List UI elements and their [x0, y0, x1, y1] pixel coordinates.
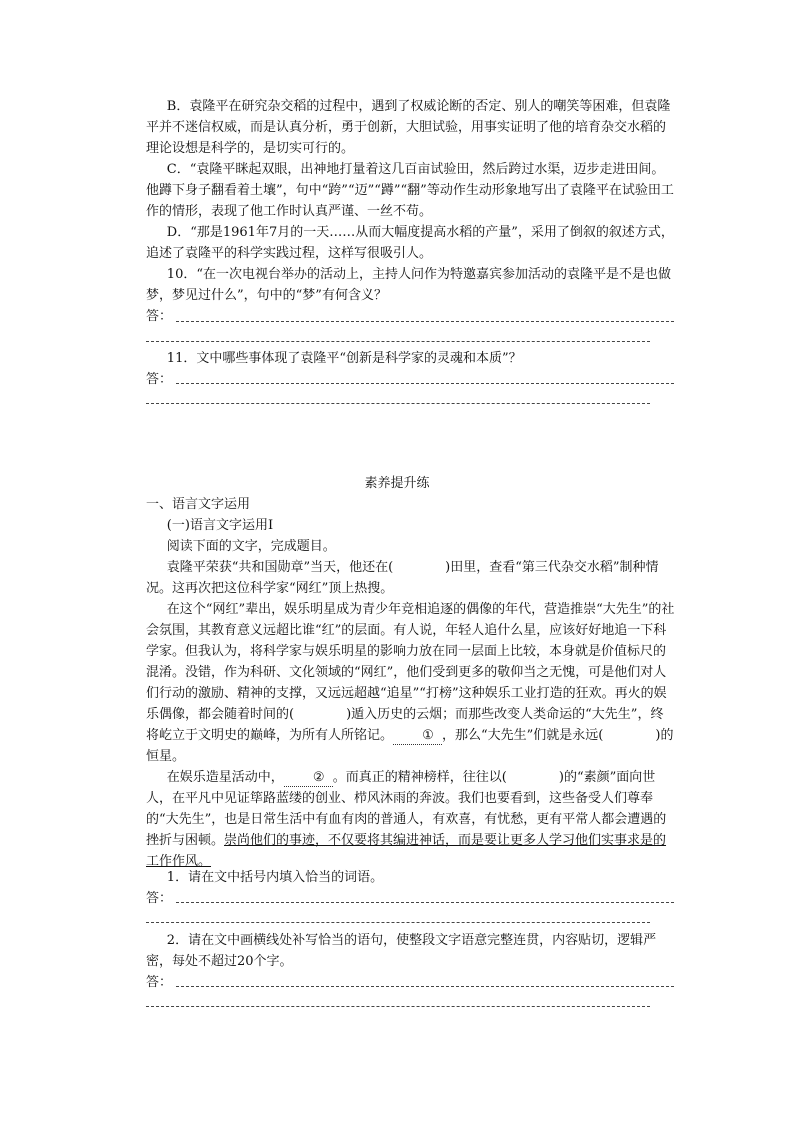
q2-answer-label: 答： [146, 975, 173, 990]
question-2: 2．请在文中画横线处补写恰当的语句，使整段文字语意完整连贯，内容贴切，逻辑严密，每处不超过20个字。 [146, 933, 657, 969]
reading-passage [146, 557, 676, 872]
passage-paragraph-3 [146, 767, 676, 872]
gap-1-marker: ① [422, 728, 434, 743]
question-11-block [146, 348, 676, 369]
p2-text-e: )的恒星。 [146, 728, 674, 764]
instruction: 阅读下面的文字，完成题目。 [166, 539, 336, 554]
question-1: 1．请在文中括号内填入恰当的词语。 [166, 870, 384, 885]
q10-answer-area[interactable] [146, 306, 676, 348]
q2-answer-line-2[interactable] [146, 1006, 650, 1007]
option-c: C．“袁隆平眯起双眼，出神地打量着这几百亩试验田，然后跨过水渠，迈步走进田间。他蹲下身子翻看着土壤”，句中“跨”“迈”“蹲”“翻”等动作生动形象地写出了袁隆平在试验田工作的情形，表现了他工作时认真严谨、一丝不苟。 [146, 162, 674, 219]
gap-2-marker: ② [312, 770, 325, 785]
gap-1[interactable] [393, 728, 442, 745]
q11-answer-label: 答： [146, 372, 173, 387]
q2-answer-line-1[interactable] [176, 986, 674, 987]
p1-text-b: )田里，查看“第三代杂交水稻”制种情况。这再次把这位科学家“网红”顶上热搜。 [146, 560, 659, 596]
question-1-block [146, 867, 676, 888]
q1-answer-label: 答： [146, 891, 173, 906]
p3-text-a: 在娱乐造星活动中， [166, 770, 284, 785]
question-10: 10．“在一次电视台举办的活动上，主持人问作为特邀嘉宾参加活动的袁隆平是不是也做梦，梦见过什么”，句中的“梦”有何含义？ [146, 267, 671, 303]
q10-answer-label: 答： [146, 309, 173, 324]
p3-text-d: )的“素颜”面向世人，在平凡中见证筚路蓝缕的创业、栉风沐雨的奔波。我们也要看到，这些备受人们尊奉的“大先生”，也是日常生活中有血有肉的普通人，有欢喜，有忧愁，更有平常人都会遭遇的挫折与困顿。 [146, 770, 667, 848]
part-1-subheading: (一)语言文字运用Ⅰ [166, 518, 274, 533]
question-2-block [146, 930, 676, 972]
q1-answer-line-2[interactable] [146, 922, 650, 923]
section-intro [146, 494, 676, 557]
q11-answer-line-1[interactable] [176, 383, 674, 384]
gap-2[interactable] [284, 770, 333, 787]
p2-text-d: ，那么“大先生”们就是永远( [442, 728, 604, 743]
option-d: D．“那是1961年7月的一天……从而大幅度提高水稻的产量”，采用了倒叙的叙述方式，追述了袁隆平的科学实践过程，这样写很吸引人。 [146, 225, 674, 261]
options-block [146, 96, 676, 306]
option-b: B．袁隆平在研究杂交稻的过程中，遇到了权威论断的否定、别人的嘲笑等困难，但袁隆平并不迷信权威，而是认真分析，勇于创新，大胆试验，用事实证明了他的培育杂交水稻的理论设想是科学的，是切实可行的。 [146, 99, 671, 156]
p2-text-a: 在这个“网红”辈出，娱乐明星成为青少年竞相追逐的偶像的年代，营造推崇“大先生”的社会氛围，其教育意义远超比谁“红”的层面。有人说，年轻人追什么星，应该好好地追一下科学家。但我认为，将科学家与娱乐明星的影响力放在同一层面上比较，本身就是价值标尺的混淆。没错，作为科研、文化领域的“网红”，他们受到更多的敬仰当之无愧，可是他们对人们行动的激励、精神的支撑，又远远超越“追星”“打榜”这种娱乐工业打造的狂欢。再火的娱乐偶像，都会随着时间的( [146, 602, 675, 722]
passage-paragraph-1 [146, 557, 676, 599]
q11-answer-area[interactable] [146, 369, 676, 411]
p3-text-c: 。而真正的精神榜样，往往以( [332, 770, 507, 785]
q1-answer-line-1[interactable] [176, 902, 674, 903]
part-1-heading: 一、语言文字运用 [146, 497, 251, 512]
passage-paragraph-2 [146, 599, 676, 767]
question-11: 11．文中哪些事体现了袁隆平“创新是科学家的灵魂和本质”？ [166, 351, 522, 366]
q2-answer-area[interactable] [146, 972, 676, 1014]
section-title: 素养提升练 [364, 476, 430, 491]
q10-answer-line-1[interactable] [176, 321, 674, 322]
p2-text-b: )遁入历史的云烟；而那些改变人类命运的“大先生”，终将屹立于文明史的巅峰，为所有人所铭记。 [146, 707, 664, 743]
q10-answer-line-2[interactable] [146, 341, 650, 342]
p1-text-a: 袁隆平荣获“共和国勋章”当天，他还在( [166, 560, 394, 575]
q11-answer-line-2[interactable] [146, 403, 650, 404]
underlined-sentence: 崇尚他们的事迹，不仅要将其编进神话，而是要让更多人学习他们实事求是的工作作风。 [146, 833, 667, 869]
q1-answer-area[interactable] [146, 888, 676, 930]
